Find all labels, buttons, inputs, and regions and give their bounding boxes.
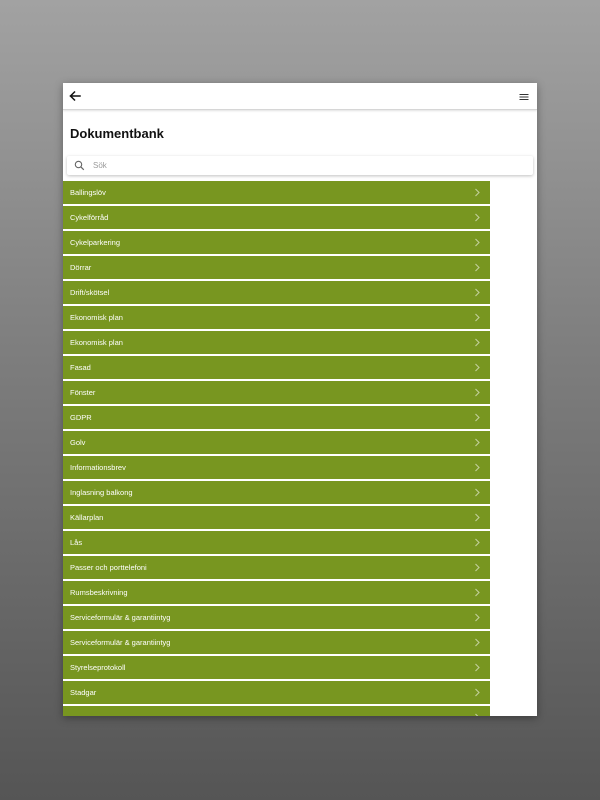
list-item[interactable] xyxy=(63,581,490,604)
list-item-label: Cykelparkering xyxy=(70,238,121,247)
document-list xyxy=(63,181,490,716)
chevron-right-icon xyxy=(473,688,481,697)
list-item-label: Inglasning balkong xyxy=(70,488,133,497)
chevron-right-icon xyxy=(473,263,481,272)
chevron-right-icon xyxy=(473,238,481,247)
app-window xyxy=(63,83,537,716)
chevron-right-icon xyxy=(473,388,481,397)
list-item[interactable] xyxy=(63,231,490,254)
list-item[interactable] xyxy=(63,506,490,529)
list-item[interactable] xyxy=(63,431,490,454)
chevron-right-icon xyxy=(473,413,481,422)
list-item-label: Ballingslöv xyxy=(70,188,106,197)
list-item[interactable] xyxy=(63,331,490,354)
list-item[interactable] xyxy=(63,531,490,554)
chevron-right-icon xyxy=(473,488,481,497)
list-item[interactable] xyxy=(63,406,490,429)
list-item-label: Styrelseprotokoll xyxy=(70,663,126,672)
list-item-label: Golv xyxy=(70,438,86,447)
list-item[interactable] xyxy=(63,656,490,679)
list-item-label: Passer och porttelefoni xyxy=(70,563,147,572)
search-icon xyxy=(74,160,85,171)
list-item-label: GDPR xyxy=(70,413,92,422)
chevron-right-icon xyxy=(473,313,481,322)
back-button[interactable] xyxy=(68,89,82,103)
list-item[interactable] xyxy=(63,181,490,204)
list-item-label: Serviceformulär & garantiintyg xyxy=(70,613,171,622)
list-item-label: Informationsbrev xyxy=(70,463,126,472)
search-input[interactable] xyxy=(93,158,513,173)
list-item[interactable] xyxy=(63,356,490,379)
chevron-right-icon xyxy=(473,613,481,622)
list-item[interactable] xyxy=(63,206,490,229)
page-title: Dokumentbank xyxy=(70,126,164,141)
list-item-label: Serviceformulär & garantiintyg xyxy=(70,638,171,647)
list-item-label: Drift/skötsel xyxy=(70,288,110,297)
list-item-label: Dörrar xyxy=(70,263,92,272)
list-item-label: Rumsbeskrivning xyxy=(70,588,128,597)
list-item-label: Stadgar xyxy=(70,688,97,697)
list-item-label: Källarplan xyxy=(70,513,104,522)
list-item-label: Fasad xyxy=(70,363,91,372)
list-item[interactable] xyxy=(63,556,490,579)
list-item[interactable] xyxy=(63,681,490,704)
list-item[interactable] xyxy=(63,706,490,716)
chevron-right-icon xyxy=(473,463,481,472)
search-bar[interactable] xyxy=(67,156,533,175)
hamburger-menu-icon xyxy=(518,91,530,103)
list-item-label: Ekonomisk plan xyxy=(70,313,123,322)
chevron-right-icon xyxy=(473,513,481,522)
arrow-left-icon xyxy=(68,89,82,103)
list-item-label: Fönster xyxy=(70,388,96,397)
chevron-right-icon xyxy=(473,338,481,347)
menu-button[interactable] xyxy=(518,90,530,102)
chevron-right-icon xyxy=(473,588,481,597)
list-item-label: Cykelförråd xyxy=(70,213,109,222)
app-bar xyxy=(63,83,537,110)
list-item[interactable] xyxy=(63,631,490,654)
chevron-right-icon xyxy=(473,363,481,372)
chevron-right-icon xyxy=(473,563,481,572)
list-item-label: Lås xyxy=(70,538,83,547)
chevron-right-icon xyxy=(473,638,481,647)
list-item[interactable] xyxy=(63,481,490,504)
list-item[interactable] xyxy=(63,281,490,304)
chevron-right-icon xyxy=(473,438,481,447)
list-item[interactable] xyxy=(63,456,490,479)
chevron-right-icon xyxy=(473,288,481,297)
list-item[interactable] xyxy=(63,606,490,629)
chevron-right-icon xyxy=(473,538,481,547)
list-item[interactable] xyxy=(63,381,490,404)
chevron-right-icon xyxy=(473,188,481,197)
chevron-right-icon xyxy=(473,663,481,672)
list-item-label: Ekonomisk plan xyxy=(70,338,123,347)
list-item[interactable] xyxy=(63,306,490,329)
list-item[interactable] xyxy=(63,256,490,279)
chevron-right-icon xyxy=(473,213,481,222)
chevron-right-icon xyxy=(473,713,481,716)
